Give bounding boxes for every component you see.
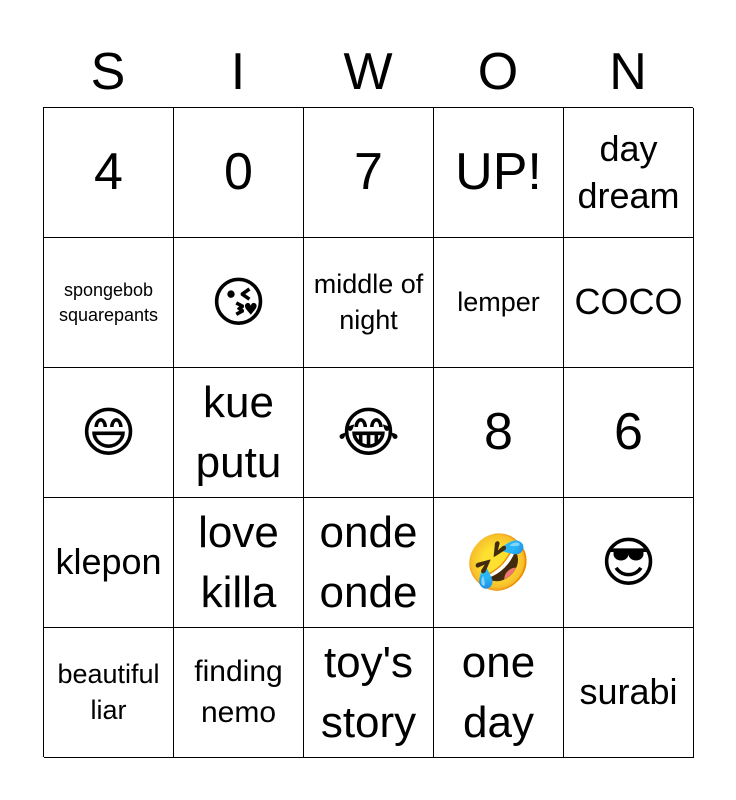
bingo-cell-1-2[interactable] xyxy=(174,108,304,238)
bingo-cell-4-4[interactable] xyxy=(434,498,564,628)
kissing-face-emoji-icon: 😘 xyxy=(210,270,267,334)
bingo-cell-5-2[interactable] xyxy=(174,628,304,758)
bingo-cell-2-4[interactable] xyxy=(434,238,564,368)
bingo-cell-1-3[interactable] xyxy=(304,108,434,238)
cell-text: klepon xyxy=(55,541,162,583)
bingo-cell-4-2[interactable] xyxy=(174,498,304,628)
bingo-cell-1-4[interactable] xyxy=(434,108,564,238)
bingo-cell-2-3[interactable] xyxy=(304,238,434,368)
bingo-cell-3-5[interactable] xyxy=(564,368,694,498)
title-letter-i: I xyxy=(230,43,246,101)
bingo-cell-3-4[interactable] xyxy=(434,368,564,498)
title-letter-w: W xyxy=(343,43,393,101)
cell-text: onde onde xyxy=(319,508,418,617)
cell-text: finding nemo xyxy=(194,655,283,729)
rolling-laughing-emoji-icon: 🤣 xyxy=(464,530,533,594)
bingo-board xyxy=(43,107,693,757)
bingo-cell-3-1[interactable] xyxy=(44,368,174,498)
cell-text: UP! xyxy=(455,142,542,201)
cell-text: love killa xyxy=(198,508,279,617)
title-letter-o: O xyxy=(477,43,519,101)
bingo-cell-4-5[interactable] xyxy=(564,498,694,628)
cell-text: middle of night xyxy=(313,269,424,335)
cell-text: 0 xyxy=(224,142,253,201)
bingo-cell-5-5[interactable] xyxy=(564,628,694,758)
title-letter-n: N xyxy=(609,43,647,101)
cell-text: 8 xyxy=(484,402,513,461)
bingo-cell-1-1[interactable] xyxy=(44,108,174,238)
title-letter-s: S xyxy=(90,43,126,101)
cell-text: 4 xyxy=(94,142,123,201)
cell-text: day dream xyxy=(577,127,680,216)
bingo-cell-4-1[interactable] xyxy=(44,498,174,628)
cell-text: kue putu xyxy=(195,378,282,487)
cell-text: toy's story xyxy=(320,638,417,747)
bingo-title xyxy=(43,40,693,104)
bingo-cell-1-5[interactable] xyxy=(564,108,694,238)
cell-text: COCO xyxy=(574,281,683,323)
cell-text: surabi xyxy=(579,671,678,713)
bingo-cell-4-3[interactable] xyxy=(304,498,434,628)
cell-text: 6 xyxy=(614,402,643,461)
cell-text: lemper xyxy=(457,286,540,317)
sunglasses-face-emoji-icon: 😎 xyxy=(600,530,657,594)
cell-text: spongebob squarepants xyxy=(58,280,159,325)
cell-text: beautiful liar xyxy=(57,659,160,725)
bingo-cell-2-5[interactable] xyxy=(564,238,694,368)
grinning-face-emoji-icon: 😄 xyxy=(80,400,137,464)
bingo-cell-2-2[interactable] xyxy=(174,238,304,368)
bingo-cell-3-2[interactable] xyxy=(174,368,304,498)
bingo-cell-5-4[interactable] xyxy=(434,628,564,758)
bingo-cell-5-1[interactable] xyxy=(44,628,174,758)
tears-of-joy-emoji-icon: 😂 xyxy=(336,400,401,464)
bingo-cell-5-3[interactable] xyxy=(304,628,434,758)
bingo-cell-2-1[interactable] xyxy=(44,238,174,368)
bingo-cell-3-3[interactable] xyxy=(304,368,434,498)
cell-text: 7 xyxy=(354,142,383,201)
cell-text: one day xyxy=(461,638,536,747)
